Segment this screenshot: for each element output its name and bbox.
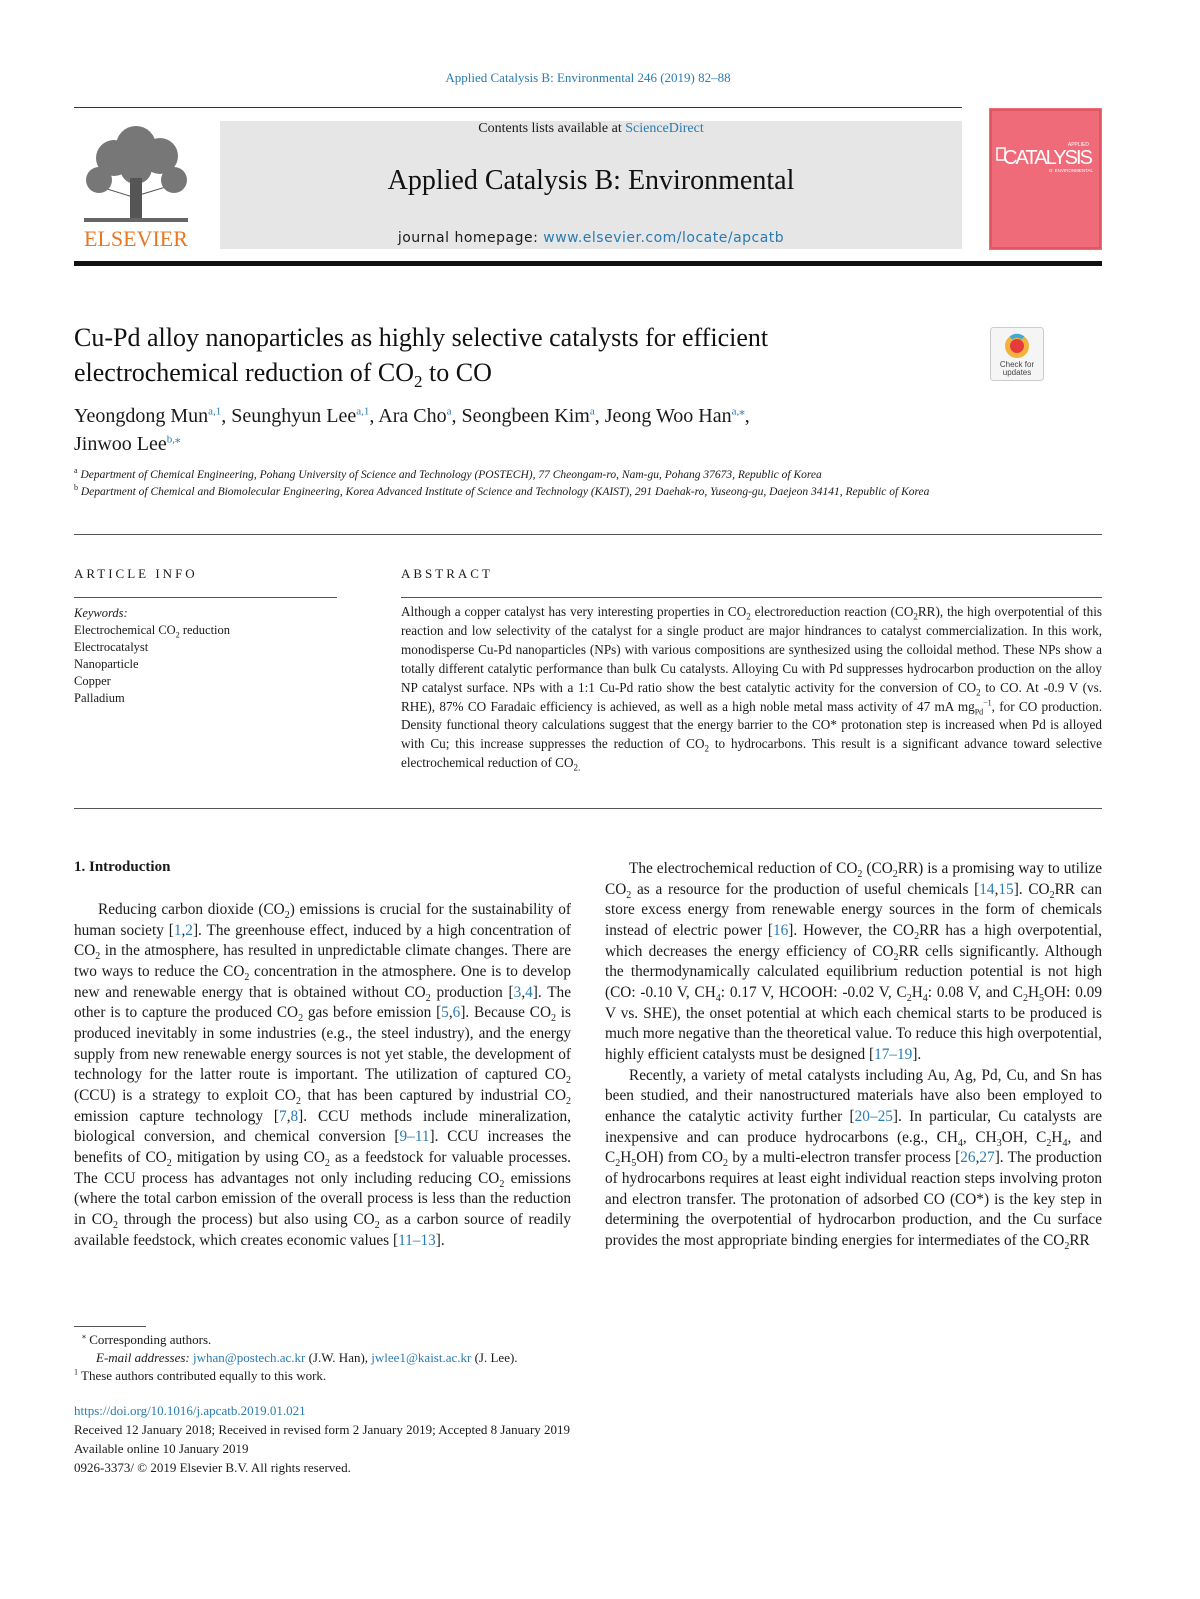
ref-link[interactable]: 27 xyxy=(979,1149,995,1167)
author: Seunghyun Lee xyxy=(231,405,357,427)
author-list: Yeongdong Mun$^{a,1}$, Seunghyun Lee$^{a,1}$, Ara Cho$^a$, Seongbeen Kim$^a$, Jeong Woo Han$^{a,⁎}$, Jinwoo Lee$^{b,⁎}$ xyxy=(74,405,750,455)
section-heading-introduction: 1. Introduction xyxy=(74,859,171,875)
elsevier-tree-logo xyxy=(74,118,198,252)
abstract-text: Although a copper catalyst has very interesting properties in $CO_2$ electroreduction reaction $(CO_2RR)$, the high overpotential of this reaction and low selectivity of the catalyst for a single product are major hindrances to catalyst commercialization. In this work, monodisperse Cu-Pd nanoparticles (NPs) with various compositions are synthesized using the colloidal method. These NPs show a totally different catalytic performance than bulk Cu catalysts. Alloying Cu with Pd suppresses hydrocarbon production on the alloy NP catalyst surface. NPs with a 1:1 Cu-Pd ratio show the best catalytic activity for the conversion of $CO_2$ to CO. At -0.9 V (vs. RHE), 87% CO Faradaic efficiency is achieved, as well as a high noble metal mass activity of 47 mA $mg_{Pd}^{-1}$, for CO production. Density functional theory calculations suggest that the energy barrier to the CO* protonation step is increased when Pd is alloyed with Cu; this increase suppresses the reduction of $CO_2$ to hydrocarbons. This result is a significant advance toward selective electrochemical reduction of $CO_{2.}$ xyxy=(401,604,1103,773)
elsevier-wordmark: ELSEVIER xyxy=(84,226,188,251)
journal-homepage: journal homepage: www.elsevier.com/locate/apcatb xyxy=(397,230,785,246)
header-rule xyxy=(74,107,962,108)
journal-cover[interactable] xyxy=(989,108,1102,250)
ref-link[interactable]: 17–19 xyxy=(874,1045,913,1063)
email-link[interactable]: jwlee1@kaist.ac.kr xyxy=(371,1350,472,1365)
ref-link[interactable]: 2 xyxy=(185,921,193,939)
author: Jinwoo Lee xyxy=(74,433,167,455)
author: Jeong Woo Han xyxy=(604,405,732,427)
ref-link[interactable]: 15 xyxy=(998,880,1014,898)
svg-text:B: ENVIRONMENTAL: B: ENVIRONMENTAL xyxy=(1049,168,1093,173)
svg-text:updates: updates xyxy=(1002,368,1032,377)
ref-link[interactable]: 26 xyxy=(960,1149,976,1167)
keywords-block: Keywords: Electrochemical $CO_2$ reduction Electrocatalyst Nanoparticle Copper Palladium xyxy=(74,605,344,707)
ref-link[interactable]: 14 xyxy=(979,880,995,898)
check-for-updates-badge[interactable] xyxy=(990,327,1044,381)
body-column-right xyxy=(605,859,1102,1251)
journal-citation[interactable]: Applied Catalysis B: Environmental 246 (2019) 82–88 xyxy=(445,70,731,85)
homepage-link[interactable]: www.elsevier.com/locate/apcatb xyxy=(543,230,785,246)
svg-text:Check for: Check for xyxy=(999,360,1035,369)
doi-link[interactable]: https://doi.org/10.1016/j.apcatb.2019.01.021 xyxy=(74,1403,306,1418)
keyword: Copper xyxy=(74,674,111,688)
ref-link[interactable]: 4 xyxy=(525,983,533,1001)
ref-link[interactable]: 9–11 xyxy=(399,1128,430,1146)
ref-link[interactable]: 1 xyxy=(173,921,182,939)
footnote-rule xyxy=(74,1326,146,1327)
contents-line: Contents lists available at ScienceDirect xyxy=(478,121,704,136)
author: Yeongdong Mun xyxy=(74,405,209,427)
keyword: Electrochemical $CO_2$ reduction xyxy=(74,623,231,640)
svg-text:APPLIED: APPLIED xyxy=(1067,142,1089,148)
email-link[interactable]: jwhan@postech.ac.kr xyxy=(193,1350,306,1365)
ref-link[interactable]: 6 xyxy=(452,1004,461,1022)
paragraph: The electrochemical reduction of $CO_2$ $(CO_2RR)$ is a promising way to utilize $CO_2$ as a resource for the production of useful chemicals [14,15]. $CO_2RR$ can store excess energy from renewable energy sources in the form of chemicals instead of electric power [16]. However, the $CO_2RR$ has a high overpotential, which decreases the energy efficiency of $CO_2RR$ cells significantly. Although the thermodynamically calculated equilibrium reduction potential is not high (CO: -0.10 V, $CH_4$: 0.17 V, HCOOH: -0.02 V, $C_2H_4$: 0.08 V, and $C_2H_5OH$: 0.09 V vs. SHE), the onset potential at which each chemical starts to be produced is much more negative than the theoretical value. To reduce this high overpotential, highly efficient catalysts must be designed [17–19]. xyxy=(605,860,1103,1063)
keyword: Nanoparticle xyxy=(74,657,139,671)
ref-link[interactable]: 16 xyxy=(772,921,789,939)
masthead-rule xyxy=(74,261,1102,266)
ref-link[interactable]: 7 xyxy=(279,1107,287,1125)
author: Seongbeen Kim xyxy=(461,405,590,427)
paragraph: Recently, a variety of metal catalysts including Au, Ag, Pd, Cu, and Sn has been studied, and their nanostructured materials have also been employed to enhance the catalytic activity further [20–25]. In particular, Cu catalysts are inexpensive and can produce hydrocarbons (e.g., $CH_4$, $CH_3OH$, $C_2H_4$, and $C_2H_5OH$) from $CO_2$ by a multi-electron transfer process [26,27]. The production of hydrocarbons requires at least eight individual reaction steps involving proton and electron transfer. The protonation of adsorbed CO (CO*) is the key step in determining the overpotential of hydrocarbon production, and the Cu surface provides the most appropriate binding energies for intermediates of the $CO_2RR$ xyxy=(605,1066,1103,1252)
abstract-heading: ABSTRACT xyxy=(401,566,493,581)
sciencedirect-link[interactable]: ScienceDirect xyxy=(625,121,704,136)
abstract-rule xyxy=(401,597,1102,598)
article-title: Cu-Pd alloy nanoparticles as highly selective catalysts for efficient electrochemical reduction of $CO_2$ to CO xyxy=(74,323,769,392)
ref-link[interactable]: 11–13 xyxy=(398,1231,436,1249)
journal-title: Applied Catalysis B: Environmental xyxy=(387,165,795,196)
journal-masthead xyxy=(220,121,962,249)
body-column-left xyxy=(74,900,571,1251)
cover-title: CATALYSIS xyxy=(1003,147,1093,169)
affiliations: $^a$ Department of Chemical Engineering, Pohang University of Science and Technology (POSTECH), 77 Cheongam-ro, Nam-gu, Pohang 37673, Republic of Korea $^b$ Department of Chemical and Biomolecular Engineering, Korea Advanced Institute of Science and Technology (KAIST), 291 Daehak-ro, Yuseong-gu, Daejeon 34141, Republic of Korea xyxy=(74,466,930,498)
info-rule xyxy=(74,597,337,598)
article-metadata: https://doi.org/10.1016/j.apcatb.2019.01.021 Received 12 January 2018; Received in revised form 2 January 2019; Accepted 8 January 2019 Available online 10 January 2019 0926-3373/ © 2019 Elsevier B.V. All rights reserved. xyxy=(74,1403,571,1475)
footnotes: ⁎ Corresponding authors. E-mail addresses: jwhan@postech.ac.kr (J.W. Han), jwlee1@kaist.ac.kr (J. Lee). $^1$ These authors contributed equally to this work. xyxy=(74,1331,518,1383)
affiliation-rule xyxy=(74,534,1102,535)
ref-link[interactable]: 8 xyxy=(290,1107,299,1125)
ref-link[interactable]: 3 xyxy=(513,983,522,1001)
keyword: Palladium xyxy=(74,691,125,705)
abstract-end-rule xyxy=(74,808,1102,809)
keyword: Electrocatalyst xyxy=(74,640,149,654)
article-info-heading: ARTICLE INFO xyxy=(74,566,198,581)
author: Ara Cho xyxy=(378,405,447,427)
ref-link[interactable]: 20–25 xyxy=(854,1107,893,1125)
ref-link[interactable]: 5 xyxy=(441,1004,449,1022)
paragraph: Reducing carbon dioxide $(CO_2)$ emissions is crucial for the sustainability of human society [1,2]. The greenhouse effect, induced by a high concentration of $CO_2$ in the atmosphere, has resulted in unpredictable climate changes. There are two ways to reduce the $CO_2$ concentration in the atmosphere. One is to develop new and renewable energy that is obtained without $CO_2$ production [3,4]. The other is to capture the produced $CO_2$ gas before emission [5,6]. Because $CO_2$ is produced inevitably in some industries (e.g., the steel industry), and the energy supply from new renewable energy sources is not yet stable, the development of technology for the latter route is important. The utilization of captured $CO_2$ (CCU) is a strategy to exploit $CO_2$ that has been captured by industrial $CO_2$ emission capture technology [7,8]. CCU methods include mineralization, biological conversion, and chemical conversion [9–11]. CCU increases the benefits of $CO_2$ mitigation by using $CO_2$ as a feedstock for valuable processes. The CCU process has advantages not only including reducing $CO_2$ emissions (where the total carbon emission of the overall process is less than the reduction in $CO_2$ through the process) but also using $CO_2$ as a carbon source of readily available feedstock, which creates economic values [11–13]. xyxy=(74,901,572,1249)
